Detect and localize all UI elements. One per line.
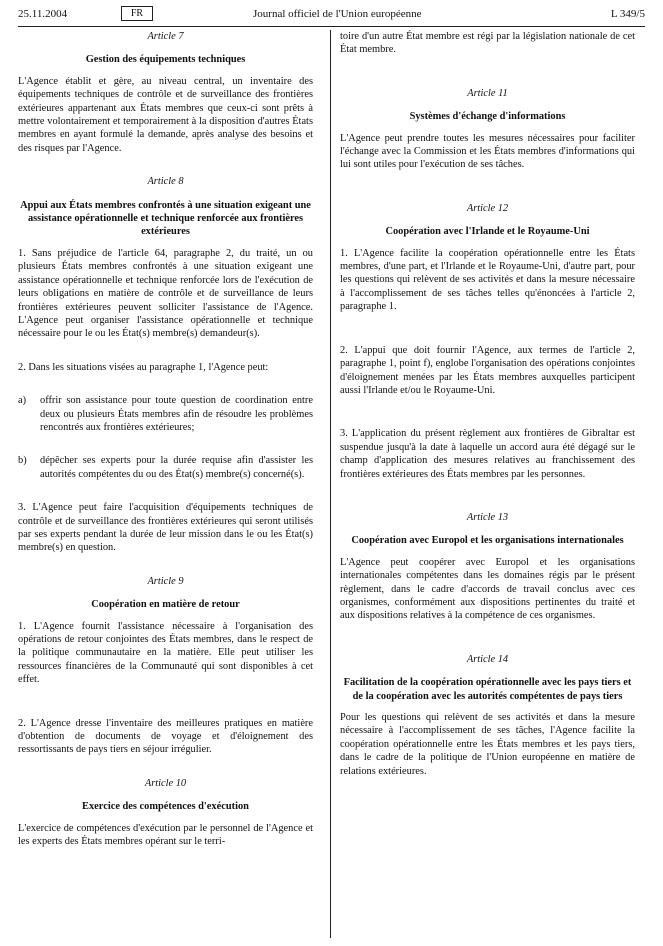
article-14-label: Article 14: [466, 653, 509, 665]
article-10-paragraph: L'exercice de compétences d'exécution par le personnel de l'Agence et les experts des États membres opérant sur le terri-: [18, 822, 313, 848]
article-9-paragraph-1: 1. L'Agence fournit l'assistance nécessaire à l'organisation des opérations de retour conjointes des États membres, dans le respect de la politique communautaire en la matière. Elle peut utiliser les ressources financières de la Communauté qui sont disponibles à cet effet.: [18, 620, 313, 686]
language-badge: FR: [121, 6, 153, 21]
article-12-title: Coopération avec l'Irlande et le Royaume-Uni: [385, 226, 590, 238]
article-8-item-a: [18, 394, 313, 434]
article-8-title: Appui aux États membres confrontés à une situation exigeant une assistance opérationnelle et technique renforcée aux frontières extérieures: [20, 199, 311, 238]
article-12-label: Article 12: [466, 202, 509, 214]
right-column: [340, 30, 635, 778]
article-8-paragraph-1: 1. Sans préjudice de l'article 64, paragraphe 2, du traité, un ou plusieurs États membres confrontés à une situation exigeant une assistance opérationnelle et technique renforcée lors de l'exécution de leurs obligations en matière de contrôle et de surveillance de leurs frontières extérieures peuvent solliciter l'assistance de l'Agence. L'Agence peut organiser l'assistance opérationnelle et technique nécessaire pour le ou les État(s) membre(s) demandeur(s).: [18, 247, 313, 340]
item-b-label: b): [18, 455, 27, 467]
journal-title: Journal officiel de l'Union européenne: [253, 8, 422, 20]
article-14-title: Facilitation de la coopération opérationnelle avec les pays tiers et de la coopération avec les autorités compétentes de pays tiers: [343, 677, 632, 702]
item-a-label: a): [18, 395, 27, 407]
article-8-paragraph-2: 2. Dans les situations visées au paragraphe 1, l'Agence peut:: [18, 361, 269, 373]
article-13-label: Article 13: [466, 511, 509, 523]
left-column: [18, 30, 313, 848]
item-a-text: offrir son assistance pour toute question de coordination entre deux ou plusieurs États membres afin de résoudre les problèmes rencontrés aux frontières extérieures;: [40, 395, 313, 433]
article-13-title: Coopération avec Europol et les organisations internationales: [351, 535, 624, 547]
article-9-title: Coopération en matière de retour: [91, 599, 240, 611]
article-10-label: Article 10: [144, 777, 187, 789]
article-11-paragraph: L'Agence peut prendre toutes les mesures nécessaires pour faciliter l'échange avec la Commission et les États membres d'informations qui lui sont utiles pour l'exécution de ses tâches.: [340, 132, 635, 171]
article-7-paragraph: L'Agence établit et gère, au niveau central, un inventaire des équipements techniques de contrôle et de surveillance des frontières extérieures appartenant aux États membres que ceux-ci sont prêts à mettre volontairement et temporairement à la disposition d'autres États membres en ayant formulé la demande, après analyse des besoins et des risques par l'Agence.: [18, 75, 313, 154]
article-9-paragraph-2: 2. L'Agence dresse l'inventaire des meilleures pratiques en matière d'obtention de documents de voyage et d'éloignement des ressortissants de pays tiers en séjour irrégulier.: [18, 717, 313, 756]
continued-paragraph: toire d'un autre État membre est régi par la législation nationale de cet État membre.: [340, 31, 635, 56]
article-12-paragraph-1: 1. L'Agence facilite la coopération opérationnelle entre les États membres, d'une part, et l'Irlande et le Royaume-Uni, d'autre part, pour les questions qui relèvent de ses activités et dans la mesure nécessaire à l'accomplissement de ses tâches telles qu'énoncées à l'article 2, paragraphe 1.: [340, 247, 635, 313]
article-9-label: Article 9: [147, 575, 184, 587]
article-11-title: Systèmes d'échange d'informations: [409, 111, 566, 123]
article-11-label: Article 11: [467, 87, 508, 99]
article-12-paragraph-3: 3. L'application du présent règlement aux frontières de Gibraltar est suspendue jusqu'à la date à laquelle un accord aura été dégagé sur le champ d'application des mesures relatives au franchissement des frontières extérieures des États membres par les personnes.: [340, 428, 635, 480]
item-b-text: dépêcher ses experts pour la durée requise afin d'assister les autorités compétentes du ou des État(s) membre(s) concerné(s).: [40, 455, 313, 480]
article-8-label: Article 8: [147, 176, 184, 188]
column-separator: [330, 30, 331, 938]
article-14-paragraph: Pour les questions qui relèvent de ses activités et dans la mesure nécessaire à l'accomplissement de ses tâches, l'Agence facilite la coopération opérationnelle entre les États membres et les pays tiers, dans le cadre de la politique de l'Union européenne en matière de relations extérieures.: [340, 712, 635, 777]
article-8-paragraph-3: 3. L'Agence peut faire l'acquisition d'équipements techniques de contrôle et de surveillance des frontières extérieures qui seront utilisés par ses experts pendant la durée de leur mission dans le ou les État(s) membre(s) en question.: [18, 502, 313, 554]
article-12-paragraph-2: 2. L'appui que doit fournir l'Agence, aux termes de l'article 2, paragraphe 1, point f), englobe l'organisation des opérations conjointes d'éloignement menées par les États membres auxquelles participent aussi l'Irlande et/ou le Royaume-Uni.: [340, 344, 635, 396]
article-7-label: Article 7: [147, 31, 184, 42]
page-header: [18, 4, 645, 27]
article-7-title: Gestion des équipements techniques: [85, 54, 246, 66]
page-reference: L 349/5: [610, 8, 645, 20]
article-8-item-b: [18, 454, 313, 481]
article-10-title: Exercice des compétences d'exécution: [82, 801, 249, 813]
header-date: 25.11.2004: [18, 8, 68, 20]
article-13-paragraph: L'Agence peut coopérer avec Europol et les organisations internationales compétentes dans les domaines régis par le présent règlement, dans le cadre d'accords de travail conclus avec ces organismes, conformément aux dispositions pertinentes du traité et aux dispositions relatives à la compétence de ces organismes.: [340, 556, 635, 622]
